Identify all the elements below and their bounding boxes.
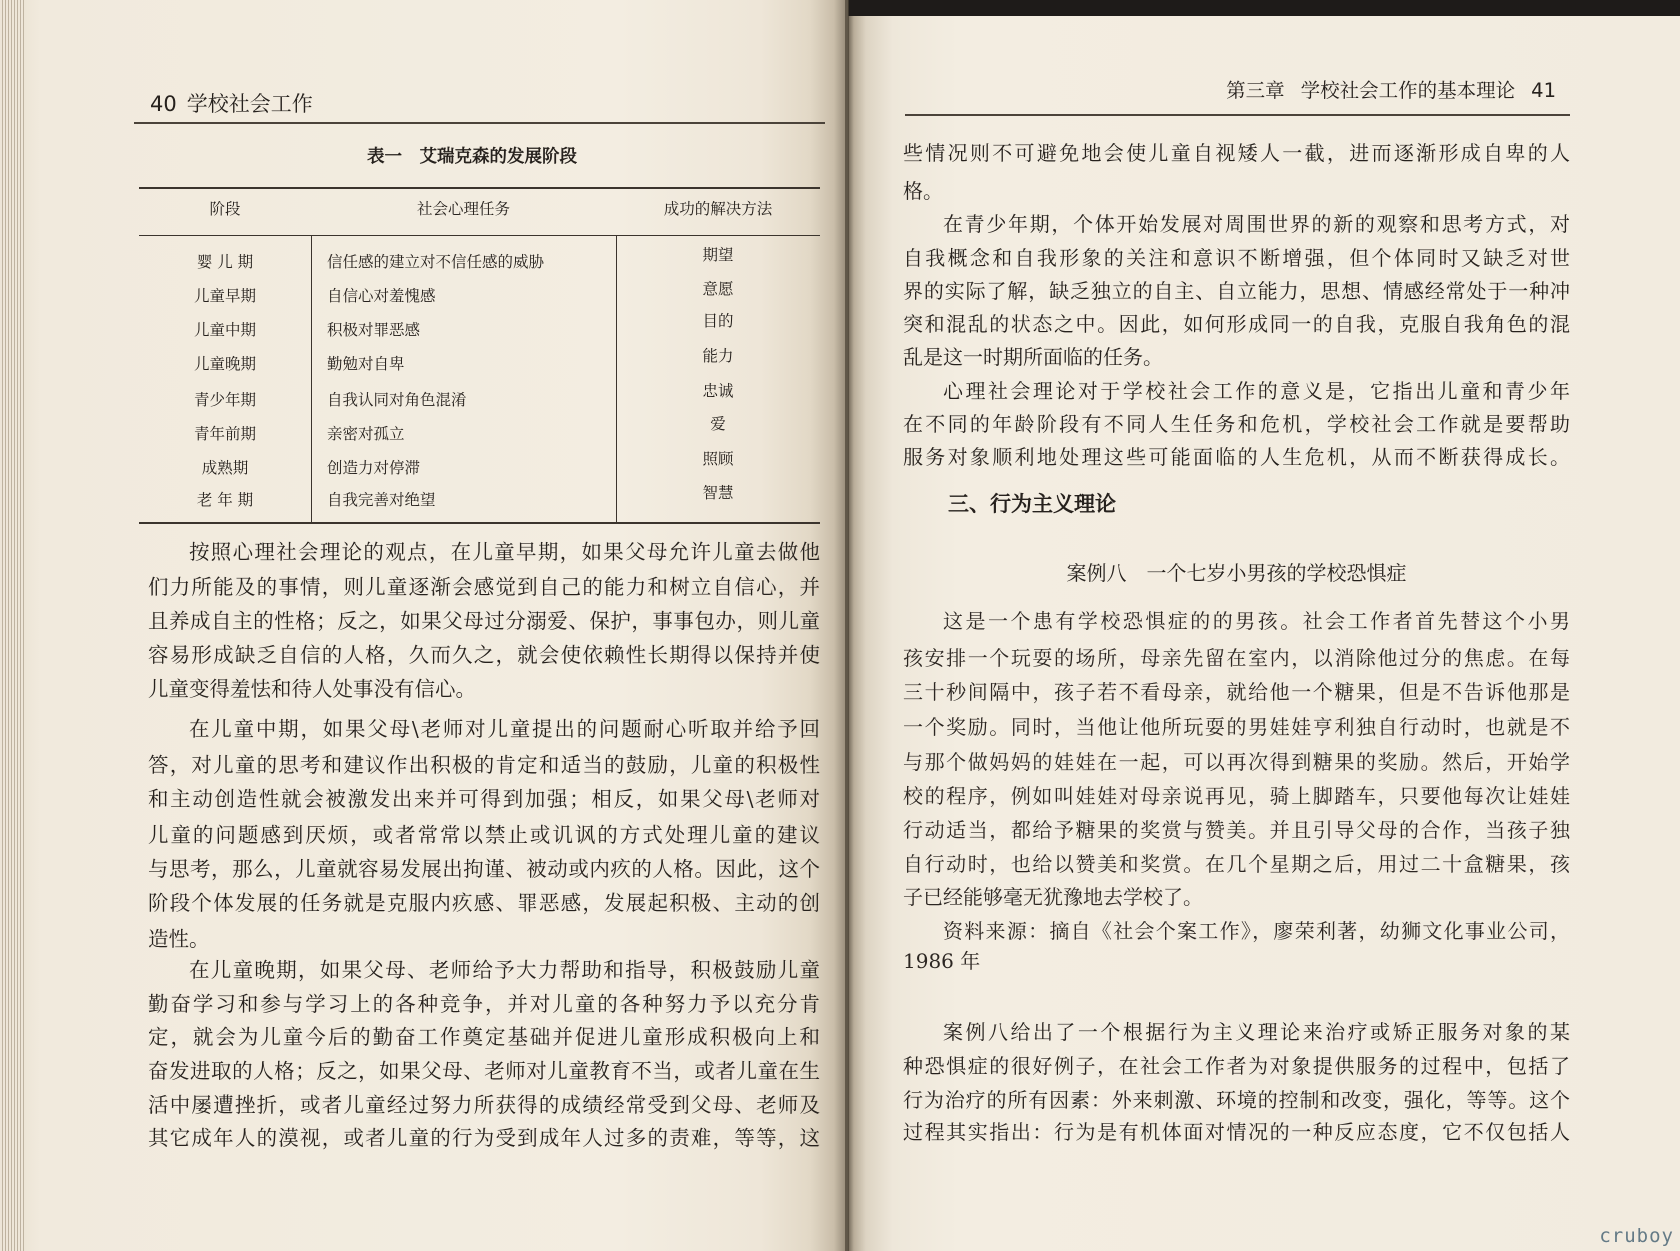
- section-heading: 三、行为主义理论: [948, 492, 1116, 516]
- body-line: 和主动创造性就会被激发出来并可得到加强；相反，如果父母\老师对: [148, 787, 820, 811]
- stage-cell: 婴 儿 期: [196, 253, 254, 271]
- body-line: 自我概念和自我形象的关注和意识不断增强，但个体同时又缺乏对世: [903, 246, 1570, 270]
- task-cell: 勤勉对自卑: [327, 355, 405, 373]
- method-cell: 能力: [702, 347, 734, 365]
- case-line: 这是一个患有学校恐惧症的的男孩。社会工作者首先替这个小男: [943, 609, 1570, 633]
- body-line: 奋发进取的人格；反之，如果父母、老师对儿童教育不当，或者儿童在生: [148, 1059, 820, 1083]
- case-line: 三十秒间隔中，孩子若不看母亲，就给他一个糖果，但是不告诉他那是: [903, 680, 1570, 704]
- body-line: 种恐惧症的很好例子，在社会工作者为对象提供服务的过程中，包括了: [903, 1054, 1570, 1078]
- body-line: 阶段个体发展的任务就是克服内疚感、罪恶感，发展起积极、主动的创: [148, 891, 820, 915]
- left-page-number: 40: [150, 92, 177, 116]
- body-line: 勤奋学习和参与学习上的各种竞争，并对儿童的各种努力予以充分肯: [148, 992, 820, 1016]
- left-header-title: 学校社会工作: [186, 92, 313, 116]
- body-line: 在儿童中期，如果父母\老师对儿童提出的问题耐心听取并给予回: [189, 717, 820, 741]
- task-cell: 自我认同对角色混淆: [327, 391, 467, 409]
- body-line: 服务对象顺利地处理这些可能面临的人生危机，从而不断获得成长。: [903, 445, 1570, 469]
- book-gutter: [845, 0, 849, 1251]
- table-header-method: 成功的解决方法: [663, 200, 773, 218]
- table-top-border: [139, 187, 820, 189]
- body-line: 行为治疗的所有因素：外来刺激、环境的控制和改变，强化，等等。这个: [903, 1088, 1570, 1112]
- stage-cell: 青少年期: [193, 391, 256, 409]
- task-cell: 自信心对羞愧感: [327, 287, 436, 305]
- body-line: 界的实际了解，缺乏独立的自主、自立能力，思想、情感经常处于一种冲: [903, 279, 1570, 303]
- case-line: 一个奖励。同时，当他让他所玩耍的男娃娃亨利独自行动时，也就是不: [903, 715, 1570, 739]
- right-page-number: 41: [1531, 79, 1556, 102]
- stage-cell: 儿童中期: [193, 321, 256, 339]
- chapter-label: 第三章: [1226, 79, 1285, 102]
- task-cell: 自我完善对绝望: [327, 491, 436, 509]
- body-line: 心理社会理论对于学校社会工作的意义是，它指出儿童和青少年: [943, 379, 1570, 403]
- stage-cell: 老 年 期: [196, 491, 254, 509]
- stage-cell: 成熟期: [201, 459, 249, 477]
- body-line: 们力所能及的事情，则儿童逐渐会感觉到自己的能力和树立自信心，并: [148, 575, 820, 599]
- table-header-border: [139, 235, 820, 236]
- body-line: 与思考，那么，儿童就容易发展出拘谨、被动或内疚的人格。因此，这个: [148, 857, 820, 881]
- body-line: 突和混乱的状态之中。因此，如何形成同一的自我，克服自我角色的混: [903, 312, 1570, 336]
- stage-cell: 儿童晚期: [193, 355, 256, 373]
- left-header-rule: [134, 122, 825, 124]
- body-line: 定，就会为儿童今后的勤奋工作奠定基础并促进儿童形成积极向上和: [148, 1025, 820, 1049]
- case-line: 子已经能够毫无犹豫地去学校了。: [903, 885, 1203, 909]
- source-line: 1986 年: [903, 949, 981, 973]
- right-header-title: 学校社会工作的基本理论: [1300, 79, 1516, 102]
- case-line: 与那个做妈妈的娃娃在一起，可以再次得到糖果的奖励。然后，开始学: [903, 750, 1570, 774]
- case-line: 孩安排一个玩耍的场所，母亲先留在室内，以消除他过分的焦虑。在每: [903, 646, 1570, 670]
- body-line: 且养成自主的性格；反之，如果父母过分溺爱、保护，事事包办，则儿童: [148, 609, 820, 633]
- method-cell: 期望: [702, 246, 734, 264]
- body-line: 容易形成缺乏自信的人格，久而久之，就会使依赖性长期得以保持并使: [148, 643, 820, 667]
- body-line: 在儿童晚期，如果父母、老师给予大力帮助和指导，积极鼓励儿童: [189, 958, 820, 982]
- method-cell: 爱: [710, 415, 726, 433]
- scanner-watermark: cruboy: [1599, 1225, 1674, 1247]
- body-line: 其它成年人的漠视，或者儿童的行为受到成年人过多的责难，等等，这: [148, 1126, 820, 1150]
- task-cell: 信任感的建立对不信任感的威胁: [327, 253, 545, 271]
- body-line: 活中屡遭挫折，或者儿童经过努力所获得的成绩经常受到父母、老师及: [148, 1093, 820, 1117]
- case-title: 案例八 一个七岁小男孩的学校恐惧症: [1066, 561, 1407, 585]
- body-line: 乱是这一时期所面临的任务。: [903, 345, 1163, 369]
- body-line: 造性。: [148, 927, 210, 951]
- body-line: 格。: [903, 179, 943, 203]
- case-line: 自行动时，也给以赞美和奖赏。在几个星期之后，用过二十盒糖果，孩: [903, 852, 1570, 876]
- method-cell: 照顾: [702, 450, 734, 468]
- body-line: 在青少年期，个体开始发展对周围世界的新的观察和思考方式，对: [943, 212, 1570, 236]
- task-cell: 创造力对停滞: [327, 459, 421, 477]
- left-running-header: [150, 90, 313, 118]
- right-header-rule: [905, 114, 1570, 116]
- method-cell: 智慧: [702, 484, 734, 502]
- method-cell: 目的: [702, 312, 734, 330]
- stage-cell: 儿童早期: [193, 287, 256, 305]
- case-line: 校的程序，例如叫娃娃对母亲说再见，骑上脚踏车，只要他每次让娃娃: [903, 784, 1570, 808]
- body-line: 按照心理社会理论的观点，在儿童早期，如果父母允许儿童去做他: [189, 540, 820, 564]
- body-line: 答，对儿童的思考和建议作出积极的肯定和适当的鼓励，儿童的积极性: [148, 753, 820, 777]
- body-line: 在不同的年龄阶段有不同人生任务和危机，学校社会工作就是要帮助: [903, 412, 1570, 436]
- method-cell: 忠诚: [702, 382, 734, 400]
- body-line: 过程其实指出：行为是有机体面对情况的一种反应态度，它不仅包括人: [903, 1120, 1570, 1144]
- body-line: 案例八给出了一个根据行为主义理论来治疗或矫正服务对象的某: [943, 1020, 1570, 1044]
- source-line: 资料来源：摘自《社会个案工作》，廖荣利著，幼狮文化事业公司，: [943, 919, 1570, 943]
- body-line: 儿童变得羞怯和待人处事没有信心。: [148, 677, 476, 701]
- body-line: 儿童的问题感到厌烦，或者常常以禁止或讥讽的方式处理儿童的建议: [148, 823, 820, 847]
- table-bottom-border: [139, 522, 820, 524]
- right-running-header: [1226, 78, 1556, 104]
- stage-cell: 青年前期: [193, 425, 256, 443]
- table-title: 表一 艾瑞克森的发展阶段: [367, 147, 577, 167]
- table-header-task: 社会心理任务: [416, 200, 510, 218]
- page-edges: [0, 0, 24, 1251]
- task-cell: 积极对罪恶感: [327, 321, 421, 339]
- body-line: 些情况则不可避免地会使儿童自视矮人一截，进而逐渐形成自卑的人: [903, 141, 1570, 165]
- case-line: 行动适当，都给予糖果的奖赏与赞美。并且引导父母的合作，当孩子独: [903, 818, 1570, 842]
- method-cell: 意愿: [702, 280, 734, 298]
- table-header-stage: 阶段: [209, 200, 241, 218]
- task-cell: 亲密对孤立: [327, 425, 405, 443]
- table-column-divider: [311, 236, 312, 522]
